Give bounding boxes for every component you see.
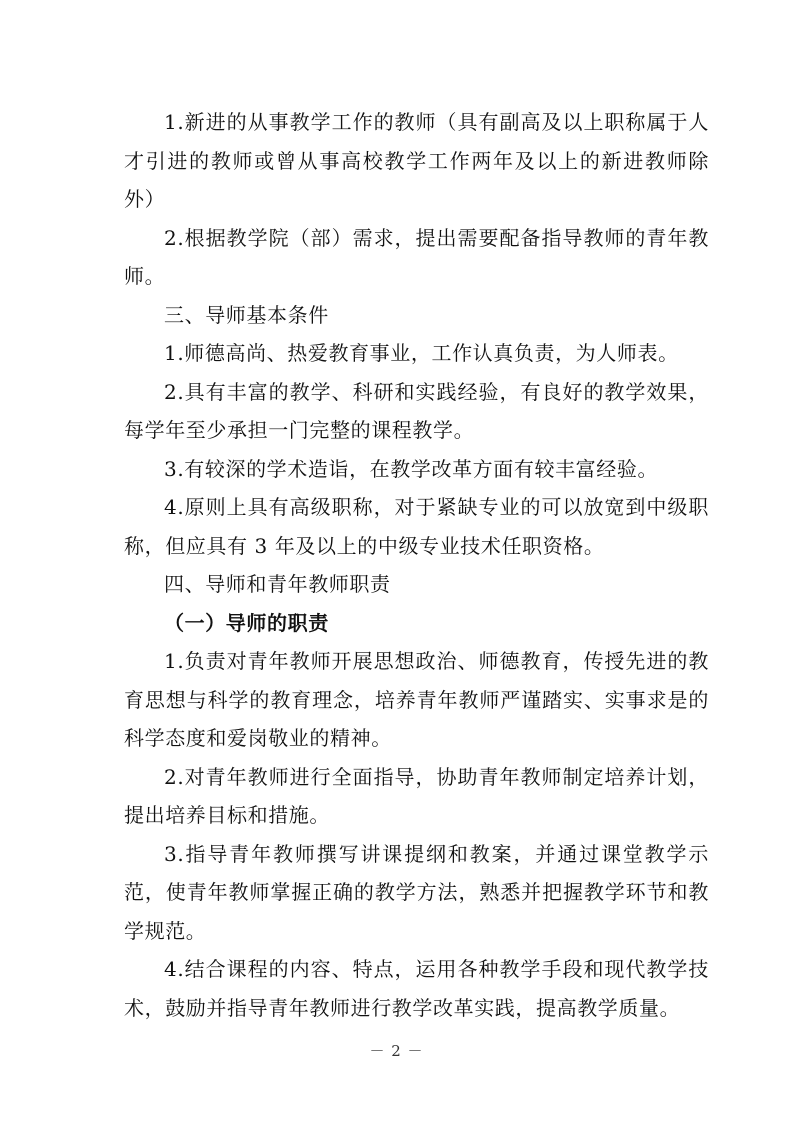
paragraph-condition-experience: 2.具有丰富的教学、科研和实践经验，有良好的教学效果，每学年至少承担一门完整的课程教学。 — [124, 379, 709, 442]
paragraph-duty-lesson-plans: 3.指导青年教师撰写讲课提纲和教案，并通过课堂教学示范，使青年教师掌握正确的教学方法，熟悉并把握教学环节和教学规范。 — [124, 841, 709, 943]
subheading-mentor-duties: （一）导师的职责 — [164, 610, 329, 635]
paragraph-duty-teaching-reform: 4.结合课程的内容、特点，运用各种教学手段和现代教学技术，鼓励并指导青年教师进行教学改革实践，提高教学质量。 — [124, 957, 709, 1020]
paragraph-condition-academic: 3.有较深的学术造诣，在教学改革方面有较丰富经验。 — [164, 456, 659, 481]
document-body — [124, 103, 709, 1027]
paragraph-condition-title: 4.原则上具有高级职称，对于紧缺专业的可以放宽到中级职称，但应具有 3 年及以上的中级专业技术任职资格。 — [124, 495, 709, 558]
page-number: － 2 － — [369, 1042, 424, 1060]
section-heading-responsibilities: 四、导师和青年教师职责 — [164, 572, 391, 596]
paragraph-new-teachers: 1.新进的从事教学工作的教师（具有副高及以上职称属于人才引进的教师或曾从事高校教学工作两年及以上的新进教师除外） — [124, 110, 709, 211]
paragraph-duty-ideology: 1.负责对青年教师开展思想政治、师德教育，传授先进的教育思想与科学的教育理念，培养青年教师严谨踏实、实事求是的科学态度和爱岗敬业的精神。 — [124, 649, 709, 750]
paragraph-condition-ethics: 1.师德高尚、热爱教育事业，工作认真负责，为人师表。 — [164, 341, 679, 365]
paragraph-department-needs: 2.根据教学院（部）需求，提出需要配备指导教师的青年教师。 — [124, 225, 709, 288]
section-heading-mentor-conditions: 三、导师基本条件 — [164, 302, 329, 327]
paragraph-duty-guidance: 2.对青年教师进行全面指导，协助青年教师制定培养计划，提出培养目标和措施。 — [124, 764, 709, 827]
